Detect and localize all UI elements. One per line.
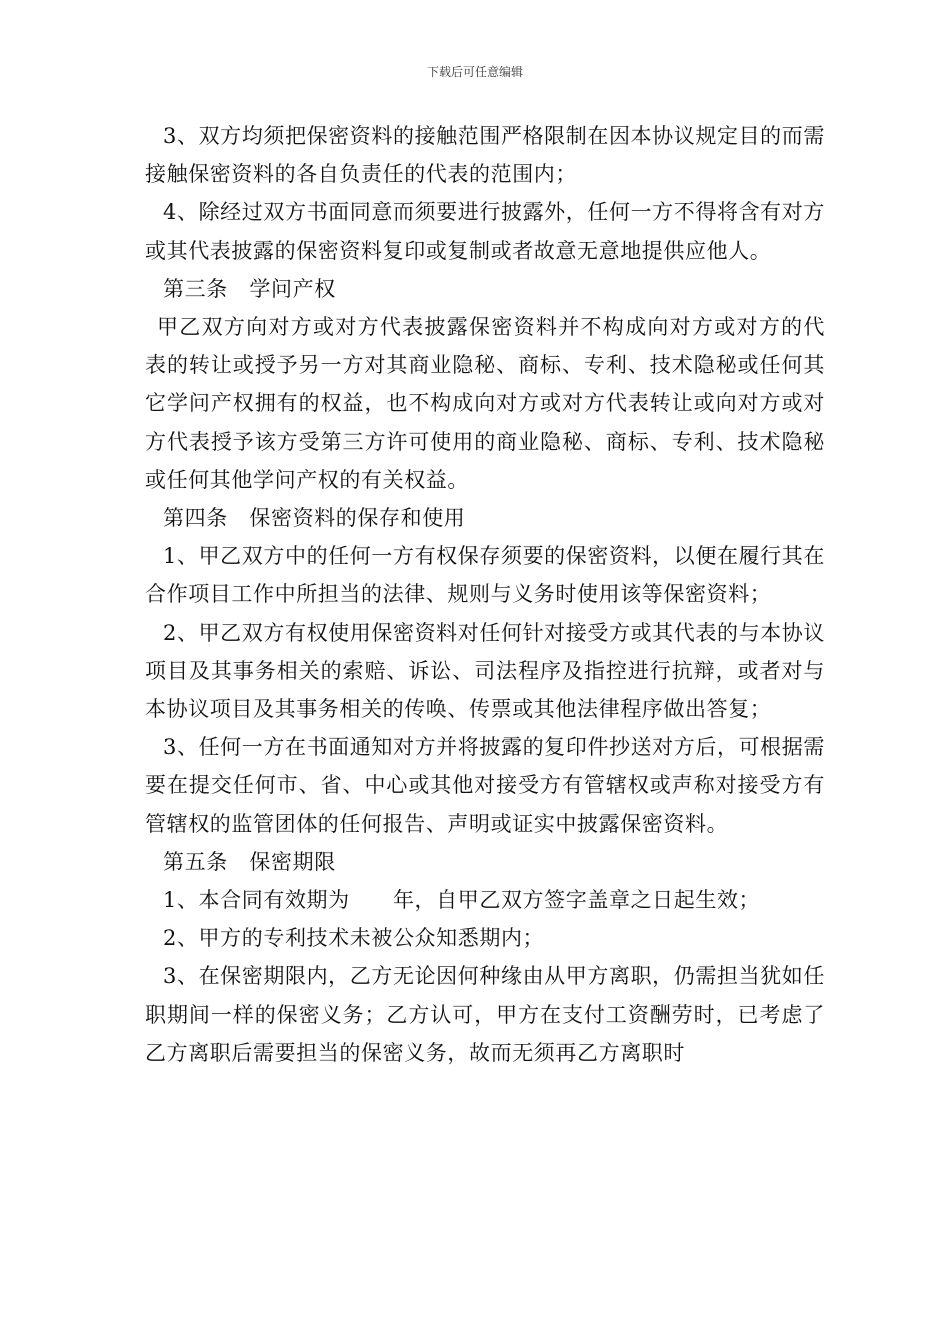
paragraph-article-3-body: 甲乙双方向对方或对方代表披露保密资料并不构成向对方或对方的代表的转让或授予另一方对其商业隐秘、商标、专利、技术隐秘或任何其它学问产权拥有的权益，也不构成向对方或对方代表转让或向对方或对方代表授予该方受第三方许可使用的商业隐秘、商标、专利、技术隐秘或任何其他学问产权的有关权益。 <box>145 315 825 492</box>
heading-article-4: 第四条 保密资料的保存和使用 <box>163 506 466 531</box>
paragraph-article-4-item-2: 2、甲乙双方有权使用保密资料对任何针对接受方或其代表的与本协议项目及其事务相关的索赔、诉讼、司法程序及指控进行抗辩，或者对与本协议项目及其事务相关的传唤、传票或其他法律程序做出答复； <box>145 620 825 722</box>
heading-article-3: 第三条 学问产权 <box>163 276 336 301</box>
paragraph-article-4-item-3: 3、任何一方在书面通知对方并将披露的复印件抄送对方后，可根据需要在提交任何市、省、中心或其他对接受方有管辖权或声称对接受方有管辖权的监管团体的任何报告、声明或证实中披露保密资料。 <box>145 735 825 836</box>
paragraph-article-5-item-3: 3、在保密期限内，乙方无论因何种缘由从甲方离职，仍需担当犹如任职期间一样的保密义务；乙方认可，甲方在支付工资酬劳时，已考虑了乙方离职后需要担当的保密义务，故而无须再乙方离职时 <box>145 964 825 1065</box>
paragraph-article-5-item-2: 2、甲方的专利技术未被公众知悉期内； <box>163 926 545 951</box>
page-header: 下载后可任意编辑 <box>426 65 523 79</box>
paragraph-clause-2-item-3: 3、双方均须把保密资料的接触范围严格限制在因本协议规定目的而需接触保密资料的各自负责任的代表的范围内； <box>145 124 825 187</box>
document-body <box>145 117 825 1072</box>
paragraph-clause-2-item-4: 4、除经过双方书面同意而须要进行披露外，任何一方不得将含有对方或其代表披露的保密资料复印或复制或者故意无意地提供应他人。 <box>145 200 825 263</box>
heading-article-5: 第五条 保密期限 <box>163 849 336 874</box>
paragraph-article-4-item-1: 1、甲乙双方中的任何一方有权保存须要的保密资料，以便在履行其在合作项目工作中所担当的法律、规则与义务时使用该等保密资料； <box>145 544 825 607</box>
paragraph-article-5-item-1: 1、本合同有效期为 年，自甲乙双方签字盖章之日起生效； <box>163 888 761 913</box>
